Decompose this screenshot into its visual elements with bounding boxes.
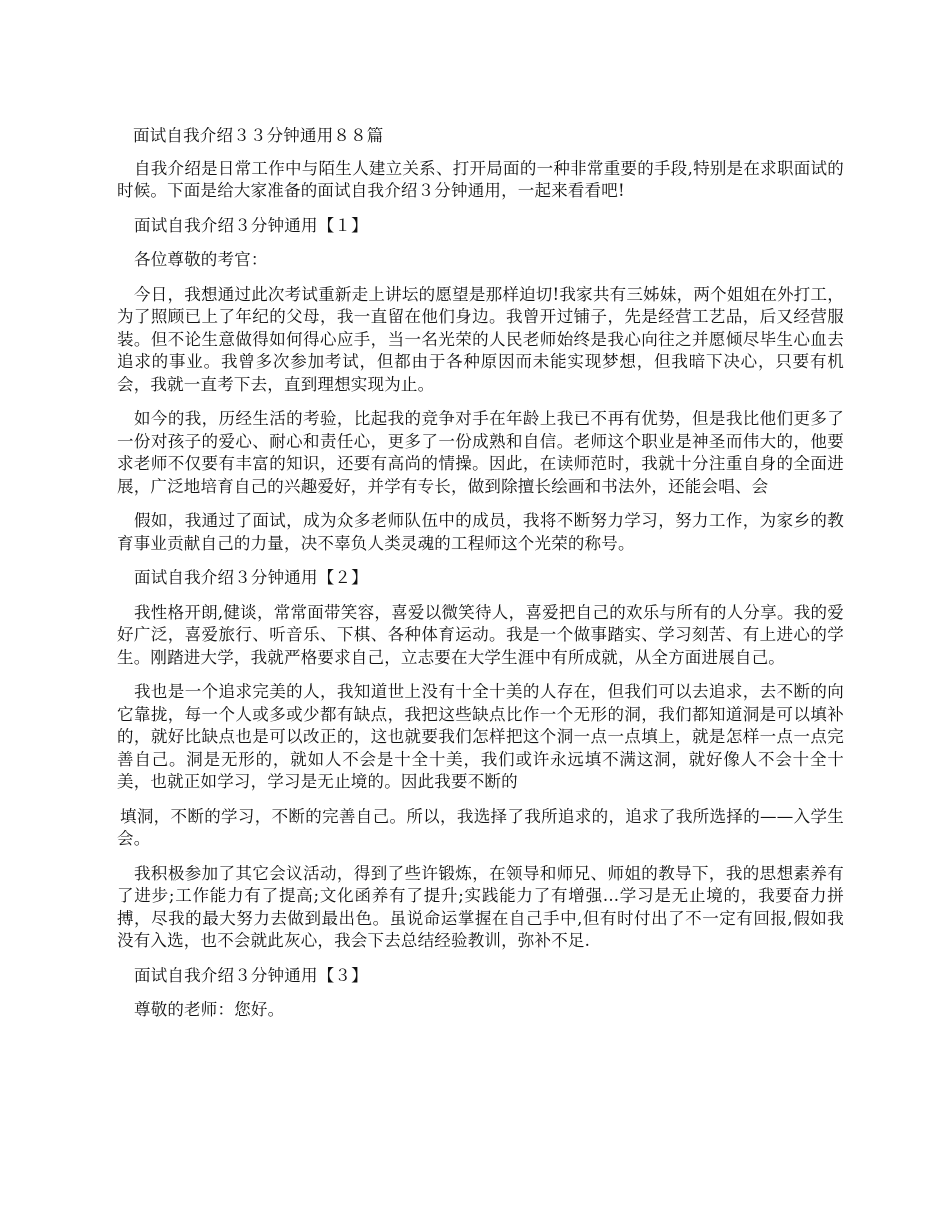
section-heading: 面试自我介绍３分钟通用【２】: [134, 568, 368, 587]
section-heading: 面试自我介绍３分钟通用【１】: [134, 215, 368, 235]
body-paragraph: 填洞，不断的学习，不断的完善自己。所以，我选择了我所追求的，追求了我所选择的——入学生会。: [117, 806, 844, 848]
intro-paragraph: 自我介绍是日常工作中与陌生人建立关系、打开局面的一种非常重要的手段,特别是在求职面试的时候。下面是给大家准备的面试自我介绍３分钟通用，一起来看看吧!: [117, 158, 844, 200]
body-paragraph: 我也是一个追求完美的人，我知道世上没有十全十美的人存在，但我们可以去追求，去不断的向它靠拢，每一个人或多或少都有缺点，我把这些缺点比作一个无形的洞，我们都知道洞是可以填补的，就好比缺点也是可以改正的，这也就要我们怎样把这个洞一点一点填上，就是怎样一点一点完善自己。洞是无形的，就如人不会是十全十美，我们或许永远填不满这洞，就好像人不会十全十美，也就正如学习，学习是无止境的。因此我要不断的: [117, 682, 844, 791]
section-3: [117, 965, 844, 1022]
section-1: [117, 215, 844, 556]
greeting-paragraph: 各位尊敬的考官：: [134, 250, 268, 269]
body-paragraph: 今日，我想通过此次考试重新走上讲坛的愿望是那样迫切!我家共有三姊妹，两个姐姐在外打工，为了照顾已上了年纪的父母，我一直留在他们身边。我曾开过铺子，先是经营工艺品，后又经营服装。但不论生意做得如何得心应手，当一名光荣的人民老师始终是我心向往之并愿倾尽毕生心血去追求的事业。我曾多次参加考试，但都由于各种原因而未能实现梦想，但我暗下决心，只要有机会，我就一直考下去，直到理想实现为止。: [117, 284, 844, 394]
section-2: [117, 567, 844, 953]
body-paragraph: 我积极参加了其它会议活动，得到了些许锻炼，在领导和师兄、师姐的教导下，我的思想素养有了进步;工作能力有了提高;文化函养有了提升;实践能力了有增强...学习是无止境的，我要奋力拼搏，尽我的最大努力去做到最出色。虽说命运掌握在自己手中,但有时付出了不一定有回报,假如我没有入选，也不会就此灰心，我会下去总结经验教训，弥补不足.: [117, 863, 844, 950]
section-heading: 面试自我介绍３分钟通用【３】: [134, 965, 368, 985]
document-page: [117, 125, 844, 1034]
document-title: 面试自我介绍３３分钟通用８８篇: [133, 126, 384, 145]
body-paragraph: 假如，我通过了面试，成为众多老师队伍中的成员，我将不断努力学习，努力工作，为家乡的教育事业贡献自己的力量，决不辜负人类灵魂的工程师这个光荣的称号。: [117, 511, 844, 553]
greeting-paragraph: 尊敬的老师：您好。: [134, 1000, 285, 1019]
body-paragraph: 如今的我，历经生活的考验，比起我的竞争对手在年龄上我已不再有优势，但是我比他们更多了一份对孩子的爱心、耐心和责任心，更多了一份成熟和自信。老师这个职业是神圣而伟大的，他要求老师不仅要有丰富的知识，还要有高尚的情操。因此，在读师范时，我就十分注重自身的全面进展，广泛地培育自己的兴趣爱好，并学有专长，做到除擅长绘画和书法外，还能会唱、会: [117, 409, 844, 496]
body-paragraph: 我性格开朗,健谈，常常面带笑容，喜爱以微笑待人，喜爱把自己的欢乐与所有的人分享。我的爱好广泛，喜爱旅行、听音乐、下棋、各种体育运动。我是一个做事踏实、学习刻苦、有上进心的学生。刚踏进大学，我就严格要求自己，立志要在大学生涯中有所成就，从全方面进展自己。: [117, 602, 844, 667]
